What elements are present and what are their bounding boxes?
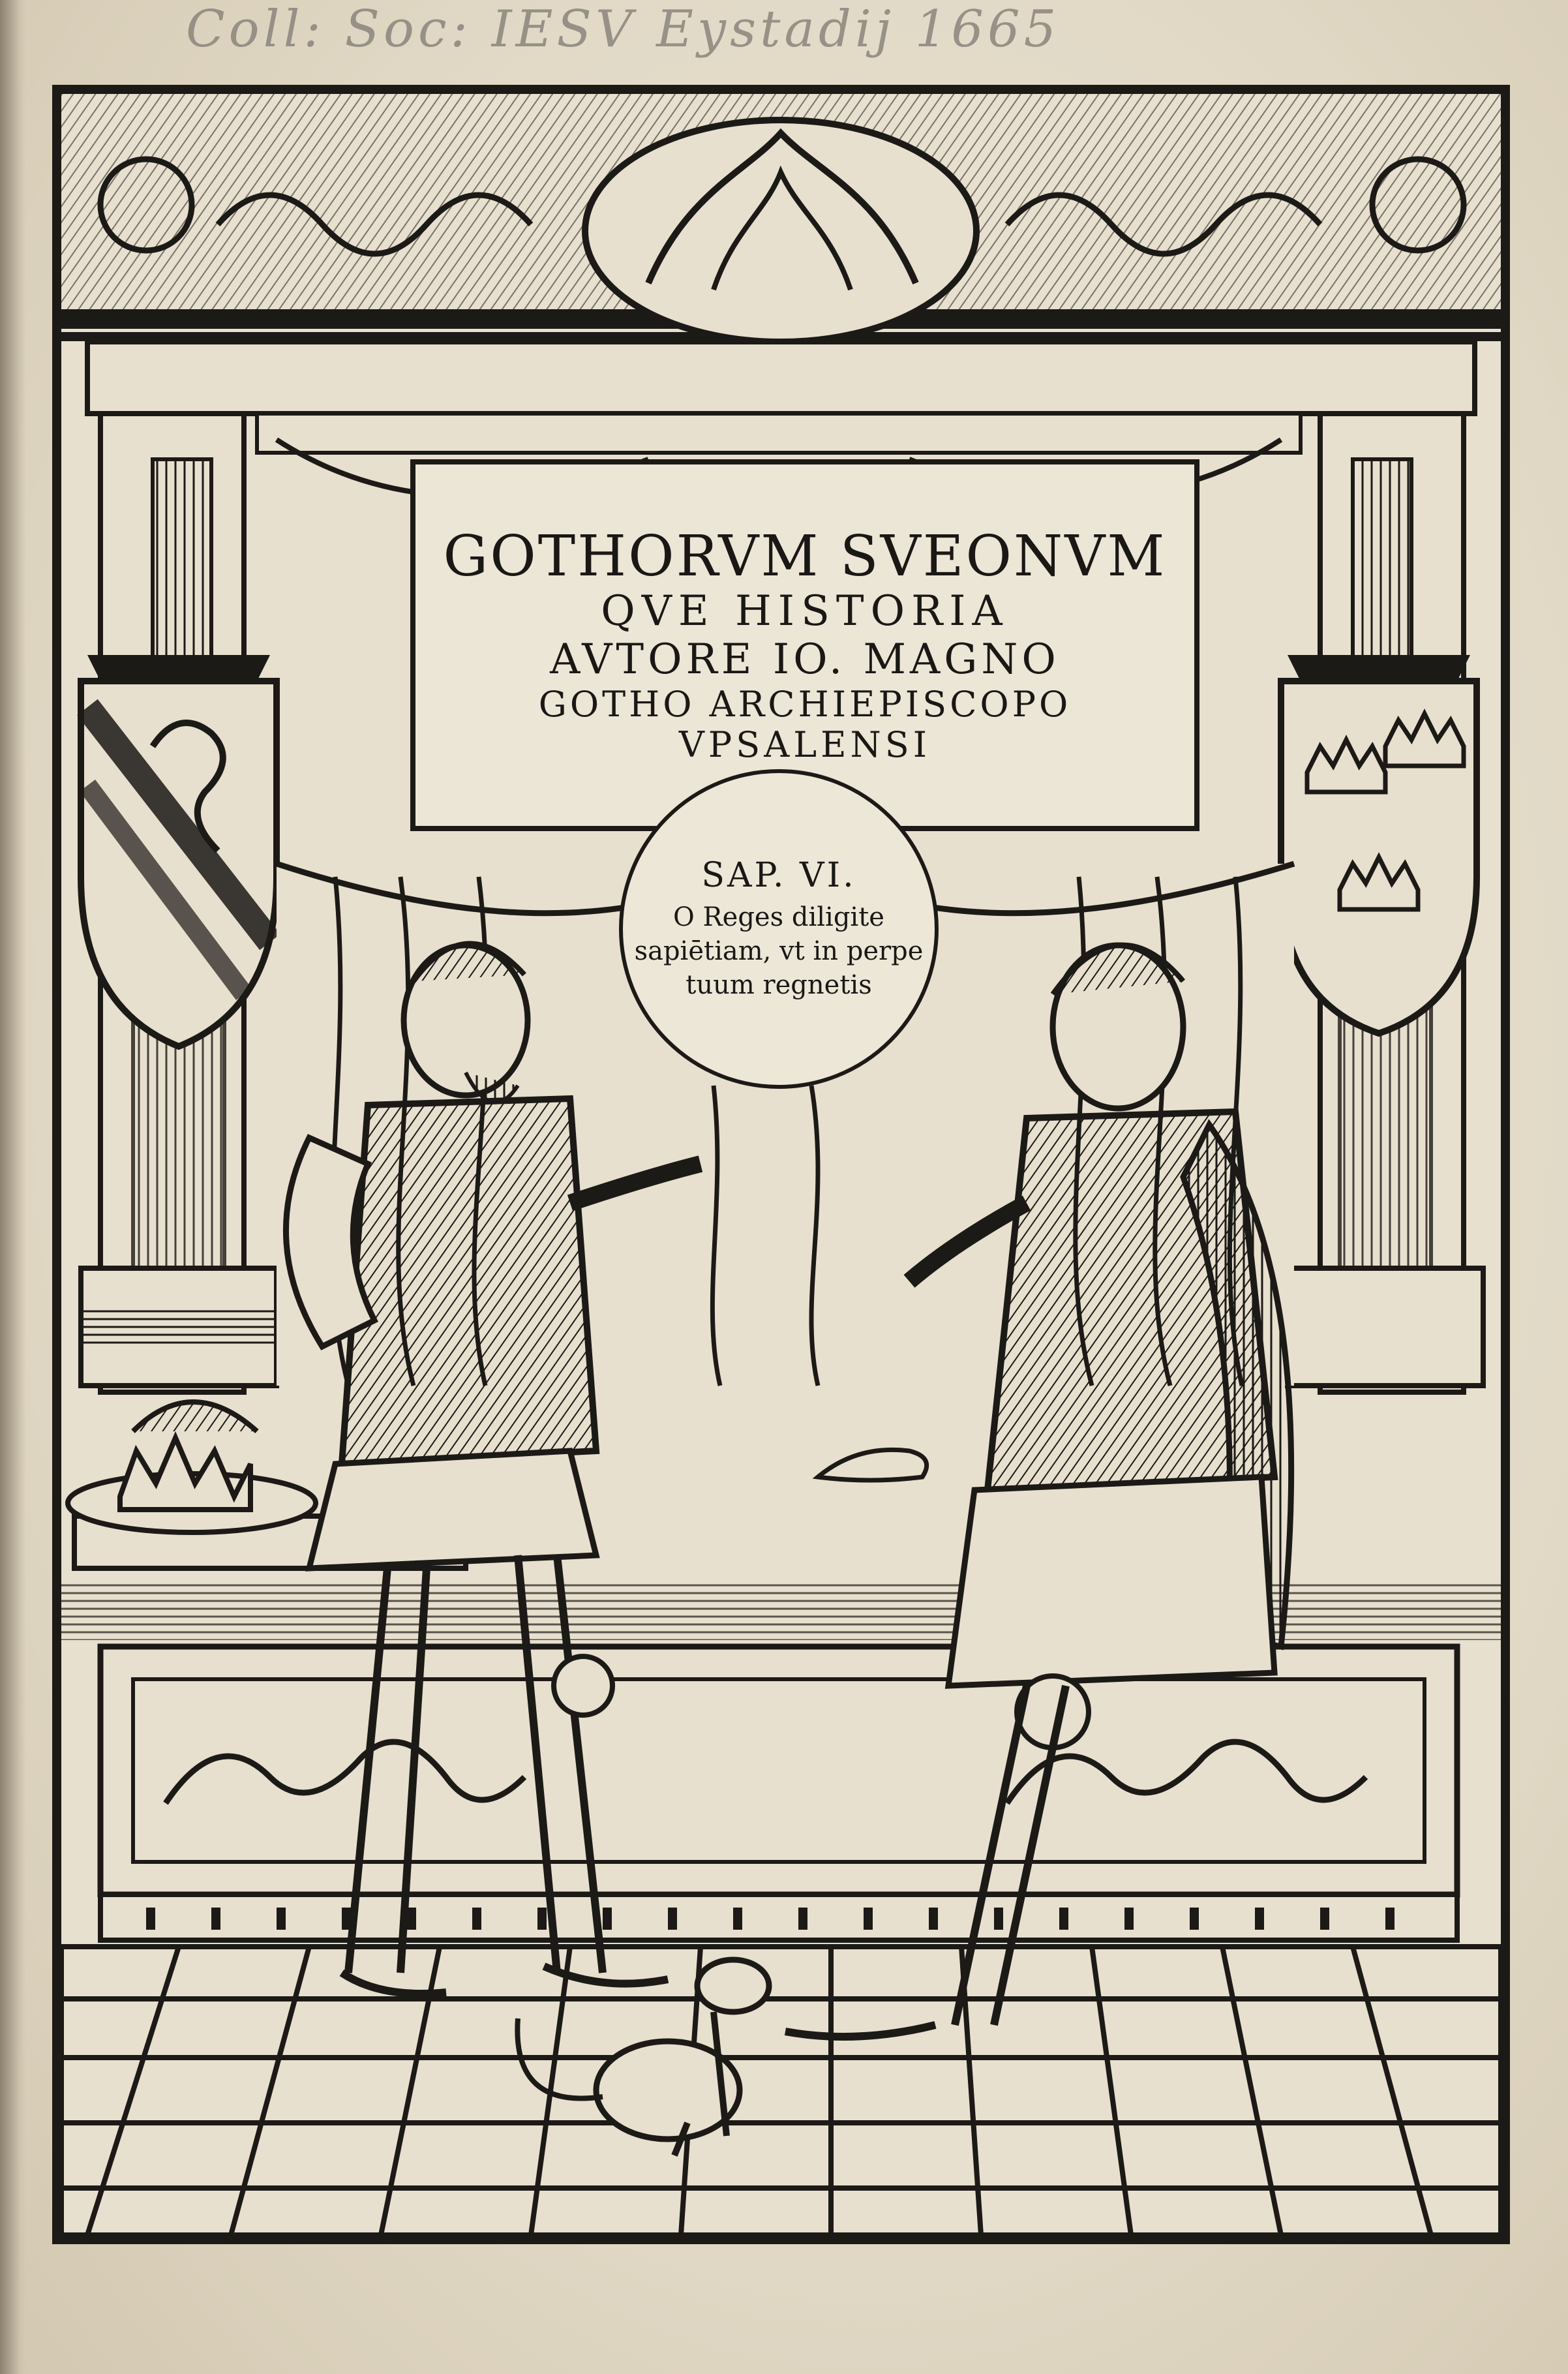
ownership-inscription: Coll: Soc: IESV Eystadij 1665	[186, 0, 1061, 59]
page-gutter	[0, 0, 26, 2374]
motto-line-3: tuum regnetis	[686, 970, 872, 1000]
motto-roundel	[619, 769, 939, 1089]
motto-line-1: O Reges diligite	[673, 902, 884, 932]
ornamental-frieze	[61, 94, 1501, 342]
scroll	[818, 1450, 927, 1480]
woodcut-illustration	[61, 94, 1501, 2235]
title-line-2: QVE HISTORIA	[601, 587, 1009, 636]
title-line-1: GOTHORVM SVEONVM	[443, 524, 1167, 590]
lion-coat-of-arms	[81, 655, 277, 1046]
tiled-floor	[61, 1947, 1501, 2235]
motto-line-2: sapiētiam, vt in perpe	[634, 936, 924, 966]
title-line-4: GOTHO ARCHIEPISCOPO	[538, 683, 1072, 725]
woodcut-frame	[52, 85, 1510, 2244]
motto-reference: SAP. VI.	[701, 856, 856, 895]
title-line-3: AVTORE IO. MAGNO	[550, 635, 1060, 684]
three-crowns-coat-of-arms	[1281, 655, 1477, 1033]
title-line-5: VPSALENSI	[678, 723, 931, 765]
